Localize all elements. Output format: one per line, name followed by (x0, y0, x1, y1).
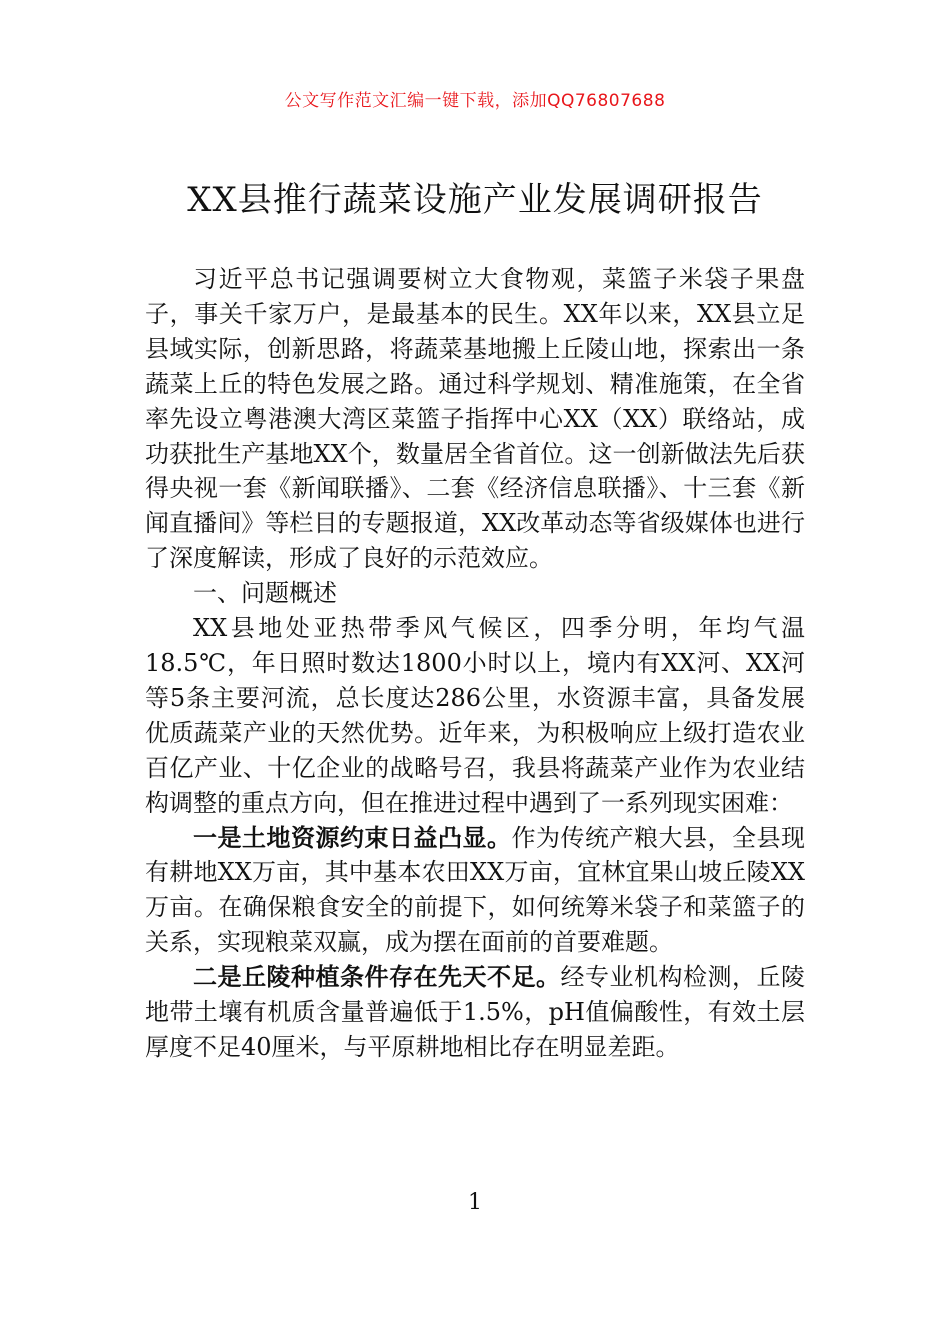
page-number: 1 (468, 1190, 482, 1215)
section-heading-problem-overview: 一、问题概述 (193, 579, 337, 608)
overview-paragraph: XX县地处亚热带季风气候区，四季分明，年均气温18.5℃，年日照时数达1800小时以上，境内有XX河、XX河等5条主要河流，总长度达286公里，水资源丰富，具备发展优质蔬菜产业的天然优势。近年来，为积极响应上级打造农业百亿产业、十亿企业的战略号召，我县将蔬菜产业作为农业结构调整的重点方向，但在推进过程中遇到了一系列现实困难： (145, 614, 805, 817)
intro-paragraph: 习近平总书记强调要树立大食物观，菜篮子米袋子果盘子，事关千家万户，是最基本的民生。XX年以来，XX县立足县域实际，创新思路，将蔬菜基地搬上丘陵山地，探索出一条蔬菜上丘的特色发展之路。通过科学规划、精准施策，在全省率先设立粤港澳大湾区菜篮子指挥中心XX（XX）联络站，成功获批生产基地XX个，数量居全省首位。这一创新做法先后获得央视一套《新闻联播》、二套《经济信息联播》、十三套《新闻直播间》等栏目的专题报道，XX改革动态等省级媒体也进行了深度解读，形成了良好的示范效应。 (145, 265, 805, 573)
point-two-text: 经专业机构检测，丘陵地带土壤有机质含量普遍低于1.5%，pH值偏酸性，有效土层厚度不足40厘米，与平原耕地相比存在明显差距。 (145, 963, 805, 1061)
point-two-paragraph (145, 960, 805, 1065)
document-title: XX县推行蔬菜设施产业发展调研报告 (187, 180, 763, 220)
point-two-heading: 二是丘陵种植条件存在先天不足。 (193, 963, 561, 992)
point-one-text: 作为传统产粮大县，全县现有耕地XX万亩，其中基本农田XX万亩，宜林宜果山坡丘陵XX万亩。在确保粮食安全的前提下，如何统筹米袋子和菜篮子的关系，实现粮菜双赢，成为摆在面前的首要难题。 (145, 823, 805, 957)
download-banner-link[interactable]: 公文写作范文汇编一键下载，添加QQ76807688 (284, 91, 666, 111)
point-one-heading: 一是土地资源约束日益凸显。 (193, 823, 512, 852)
document-body (145, 262, 805, 1065)
point-one-paragraph (145, 821, 805, 961)
